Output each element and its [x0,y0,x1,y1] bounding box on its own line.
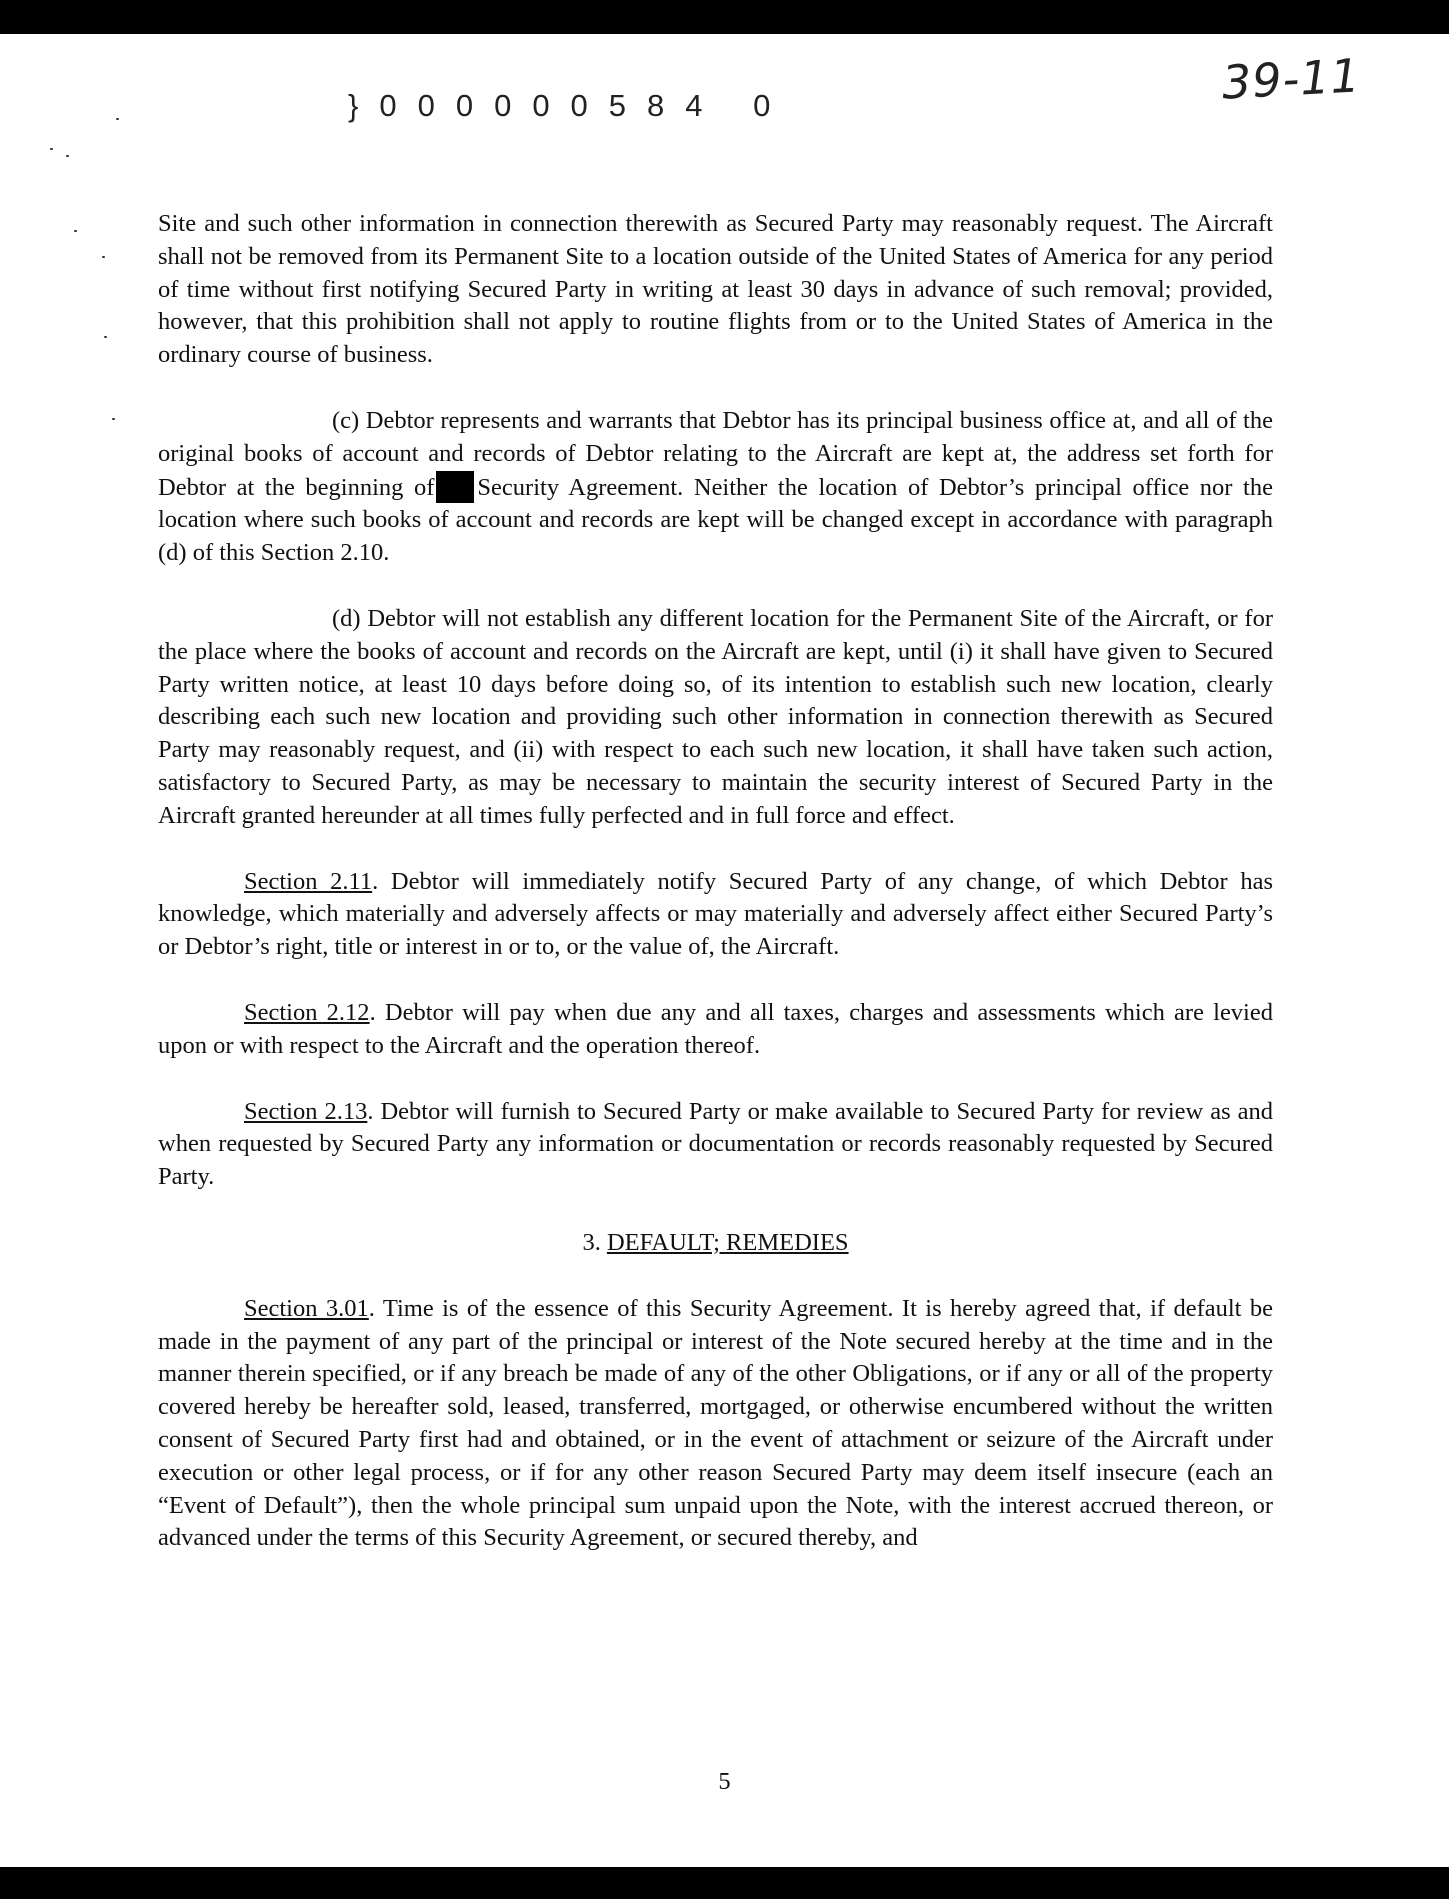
scan-bottom-border [0,1867,1449,1899]
section-2-12 [158,997,1273,1063]
section-3-01-label: Section 3.01 [244,1294,369,1322]
scan-speck [50,148,53,150]
heading-number: 3. [582,1228,601,1256]
section-2-11-label: Section 2.11 [244,867,373,895]
paragraph-c-text-end: Security Agreement. Neither the location of Debtor’s principal office nor the location where such books of account and records are kept will be changed except in accordance with paragraph (d) of this Section 2.10. [158,473,1273,567]
scan-speck [74,230,77,232]
section-2-12-label: Section 2.12 [244,998,370,1026]
scan-speck [102,256,105,258]
paragraph-d-new-location: (d) Debtor will not establish any different location for the Permanent Site of the Aircraft, or for the place where the books of account and records on the Aircraft are kept, until (i) it shall have given to Secured Party written notice, at least 10 days before doing so, of its intention to establish such new location, clearly describing each such new location and providing such other information in connection therewith as Secured Party may reasonably request, and (ii) with respect to each such new location, it shall have taken such action, satisfactory to Secured Party, as may be necessary to maintain the security interest of Secured Party in the Aircraft granted hereunder at all times fully perfected and in full force and effect. [158,604,1273,829]
section-2-13-text: . Debtor will furnish to Secured Party or make available to Secured Party for review as and when requested by Secured Party any information or documentation or records reasonably requested by Secured Party. [158,1097,1273,1191]
scan-speck [116,118,119,120]
page-number: 5 [718,1768,731,1795]
document-body [158,208,1273,1555]
section-3-01 [158,1293,1273,1555]
scan-top-border [0,0,1449,34]
section-2-11 [158,866,1273,964]
section-2-13 [158,1096,1273,1194]
section-2-11-text: . Debtor will immediately notify Secured Party of any change, of which Debtor has knowledge, which materially and adversely affects or may materially and adversely affect either Secured Party’s or Debtor’s right, title or interest in or to, or the value of, the Aircraft. [158,867,1273,961]
scan-speck [104,336,107,338]
section-2-12-text: . Debtor will pay when due any and all taxes, charges and assessments which are levied upon or with respect to the Aircraft and the operation thereof. [158,998,1273,1059]
handwritten-annotation: 39-11 [1220,48,1362,110]
heading-title: DEFAULT; REMEDIES [606,1228,849,1256]
paragraph-site-removal: Site and such other information in connection therewith as Secured Party may reasonably request. The Aircraft shall not be removed from its Permanent Site to a location outside of the United States of America for any period of time without first notifying Secured Party in writing at least 30 days in advance of such removal; provided, however, that this prohibition shall not apply to routine flights from or to the United States of America in the ordinary course of business. [158,210,1273,369]
redaction-box [436,471,474,503]
scan-speck [112,418,115,420]
document-control-number: }000000584 0 [348,88,792,123]
article-heading-default-remedies [158,1227,1273,1260]
paragraph-c-text-start: (c) Debtor represents and warrants that Debtor has its principal business office at, and all of the original books of account and records of Debtor relating to the Aircraft are kept at, the address set forth for Debtor at the beginning of [158,406,1273,501]
scan-speck [66,155,69,157]
section-3-01-text: . Time is of the essence of this Security Agreement. It is hereby agreed that, if default be made in the payment of any part of the principal or interest of the Note secured hereby at the time and in the manner therein specified, or if any breach be made of any of the other Obligations, or if any or all of the property covered hereby be hereafter sold, leased, transferred, mortgaged, or otherwise encumbered without the written consent of Secured Party first had and obtained, or in the event of attachment or seizure of the Aircraft under execution or other legal process, or if for any other reason Secured Party may deem itself insecure (each an “Event of Default”), then the whole principal sum unpaid upon the Note, with the interest accrued thereon, or advanced under the terms of this Security Agreement, or secured thereby, and [158,1294,1273,1552]
section-2-13-label: Section 2.13 [244,1097,368,1125]
paragraph-c-principal-office [158,405,1273,570]
